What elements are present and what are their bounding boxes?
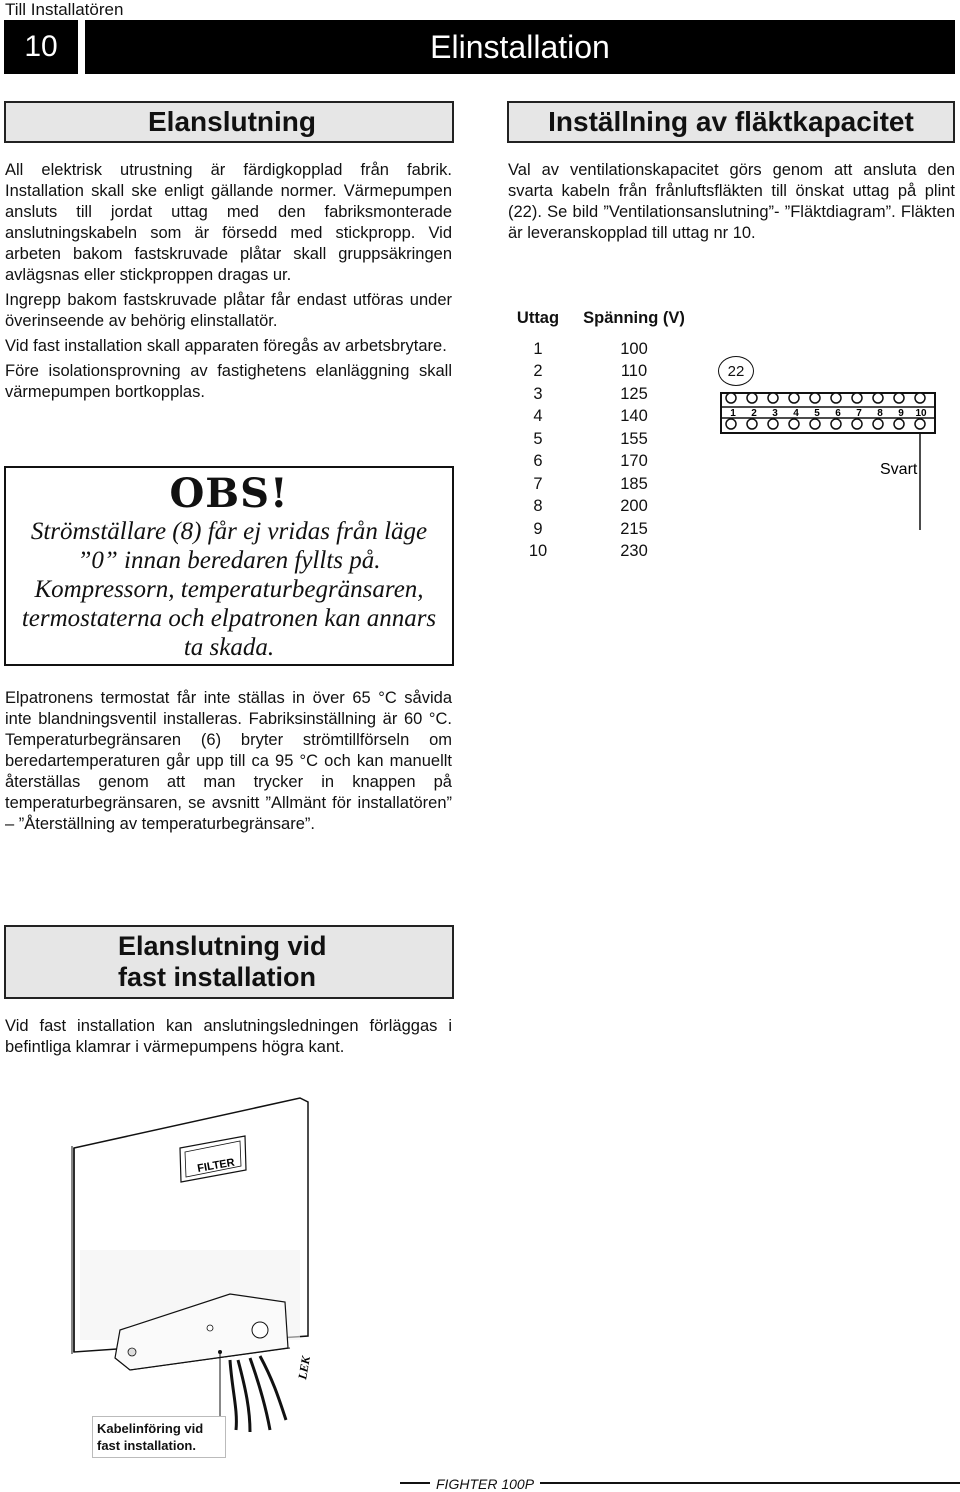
section-title-fast-installation (4, 925, 454, 999)
table-cell: 7 (533, 474, 543, 493)
cable-entry-callout (92, 1416, 226, 1458)
table-cell: 110 (620, 362, 648, 381)
section-title-text: Inställning av fläktkapacitet (548, 106, 914, 137)
lek-label: LEK (295, 1355, 314, 1381)
paragraph: Ingrepp bakom fastskruvade plåtar får endast utföras under överinseende av behörig elinstallatör. (5, 291, 452, 330)
table-cell: 1 (533, 339, 543, 358)
filter-label: FILTER (196, 1156, 236, 1175)
thermostat-text (5, 688, 452, 839)
table-cell: 6 (533, 452, 543, 471)
table-cell: 185 (620, 474, 648, 493)
terminal-block-diagram (715, 385, 945, 530)
obs-text: Strömställare (8) får ej vridas från läge ”0” innan beredaren fyllts på. Kompressorn, temperaturbegränsaren, termostaterna och elpatronen kan annars ta skada. (21, 518, 437, 661)
table-row (508, 383, 700, 406)
terminal-number: 6 (835, 408, 841, 419)
table-row (508, 451, 700, 474)
obs-warning-box (4, 466, 454, 666)
table-cell: 155 (620, 429, 648, 448)
paragraph: Vid fast installation skall apparaten föregås av arbetsbrytare. (5, 337, 447, 355)
paragraph: Före isolationsprovning av fastighetens elanläggning skall värmepumpen bortkopplas. (5, 362, 452, 401)
fan-capacity-text (508, 160, 955, 248)
section-title-line: fast installation (118, 962, 317, 992)
table-cell: 8 (533, 497, 543, 516)
table-row (508, 518, 700, 541)
callout-line: Kabelinföring vid (97, 1421, 204, 1436)
paragraph: All elektrisk utrustning är färdigkopplad från fabrik. Installation skall ske enligt gällande normer. Värmepumpen ansluts till jordat uttag med den fabriksmonterade anslutningskabeln som är försedd med stickpropp. Vid arbeten bakom fastskruvade plåtar skall gruppsäkringen avlägsnas eller stickproppen dragas ur. (5, 161, 452, 284)
table-cell: 140 (620, 407, 648, 426)
table-row (508, 406, 700, 429)
table-cell: 4 (533, 407, 543, 426)
table-row (508, 473, 700, 496)
terminal-number: 2 (751, 408, 757, 419)
paragraph: Val av ventilationskapacitet görs genom att ansluta den svarta kabeln från frånluftsfläkten till önskat uttag på plint (22). Se bild ”Ventilationsanslutning”- ”Fläktdiagram”. Fläkten är leveranskopplad till uttag nr 10. (508, 161, 955, 242)
column-header-uttag: Uttag (516, 309, 560, 327)
fast-installation-text (5, 1016, 452, 1062)
terminal-number: 10 (915, 408, 927, 419)
terminal-22-label: 22 (718, 356, 754, 386)
table-cell: 230 (620, 542, 648, 561)
left-intro-text (5, 160, 452, 407)
table-row (508, 361, 700, 384)
table-cell: 170 (620, 452, 648, 471)
table-cell: 2 (533, 362, 543, 381)
heat-pump-illustration (60, 1090, 360, 1460)
table-row (508, 541, 700, 564)
top-label: Till Installatören (5, 0, 124, 19)
table-header-row (508, 309, 700, 338)
terminal-number: 4 (793, 408, 799, 419)
table-cell: 5 (533, 429, 543, 448)
wire-label: Svart (880, 461, 918, 478)
voltage-table (508, 309, 700, 563)
table-cell: 9 (533, 519, 543, 538)
table-cell: 3 (533, 384, 543, 403)
paragraph: Vid fast installation kan anslutningsledningen förläggas i befintliga klamrar i värmepumpens högra kant. (5, 1017, 452, 1056)
table-cell: 215 (620, 519, 648, 538)
section-title-flaktkapacitet (507, 101, 955, 143)
table-cell: 200 (620, 497, 648, 516)
terminal-number: 1 (730, 408, 736, 419)
terminal-number: 7 (856, 408, 862, 419)
table-cell: 125 (620, 384, 648, 403)
obs-title: OBS! (169, 470, 289, 517)
terminal-number: 3 (772, 408, 778, 419)
table-row (508, 428, 700, 451)
section-title-elanslutning (4, 101, 454, 143)
table-row (508, 496, 700, 519)
section-title-line: Elanslutning vid (118, 931, 327, 961)
terminal-number: 5 (814, 408, 820, 419)
callout-line: fast installation. (97, 1438, 196, 1453)
page-title: Elinstallation (85, 20, 955, 74)
table-cell: 10 (528, 542, 548, 561)
footer-model: FIGHTER 100P (430, 1476, 540, 1492)
section-title-text: Elanslutning (148, 106, 316, 137)
table-cell: 100 (620, 339, 648, 358)
paragraph: Elpatronens termostat får inte ställas in över 65 °C såvida inte blandningsventil installeras. Fabriksinställning är 60 °C. Temperaturbegränsaren (6) bryter strömtillförseln om beredartemperaturen går upp till ca 95 °C och kan manuellt återställas genom att man trycker in knappen på temperaturbegränsaren, se avsnitt ”Allmänt för installatören” – ”Återställning av temperaturbegränsare”. (5, 689, 452, 833)
terminal-number: 9 (898, 408, 904, 419)
terminal-number: 8 (877, 408, 883, 419)
column-header-spanning: Spänning (V) (583, 309, 685, 327)
table-row (508, 338, 700, 361)
page-number: 10 (4, 20, 78, 74)
